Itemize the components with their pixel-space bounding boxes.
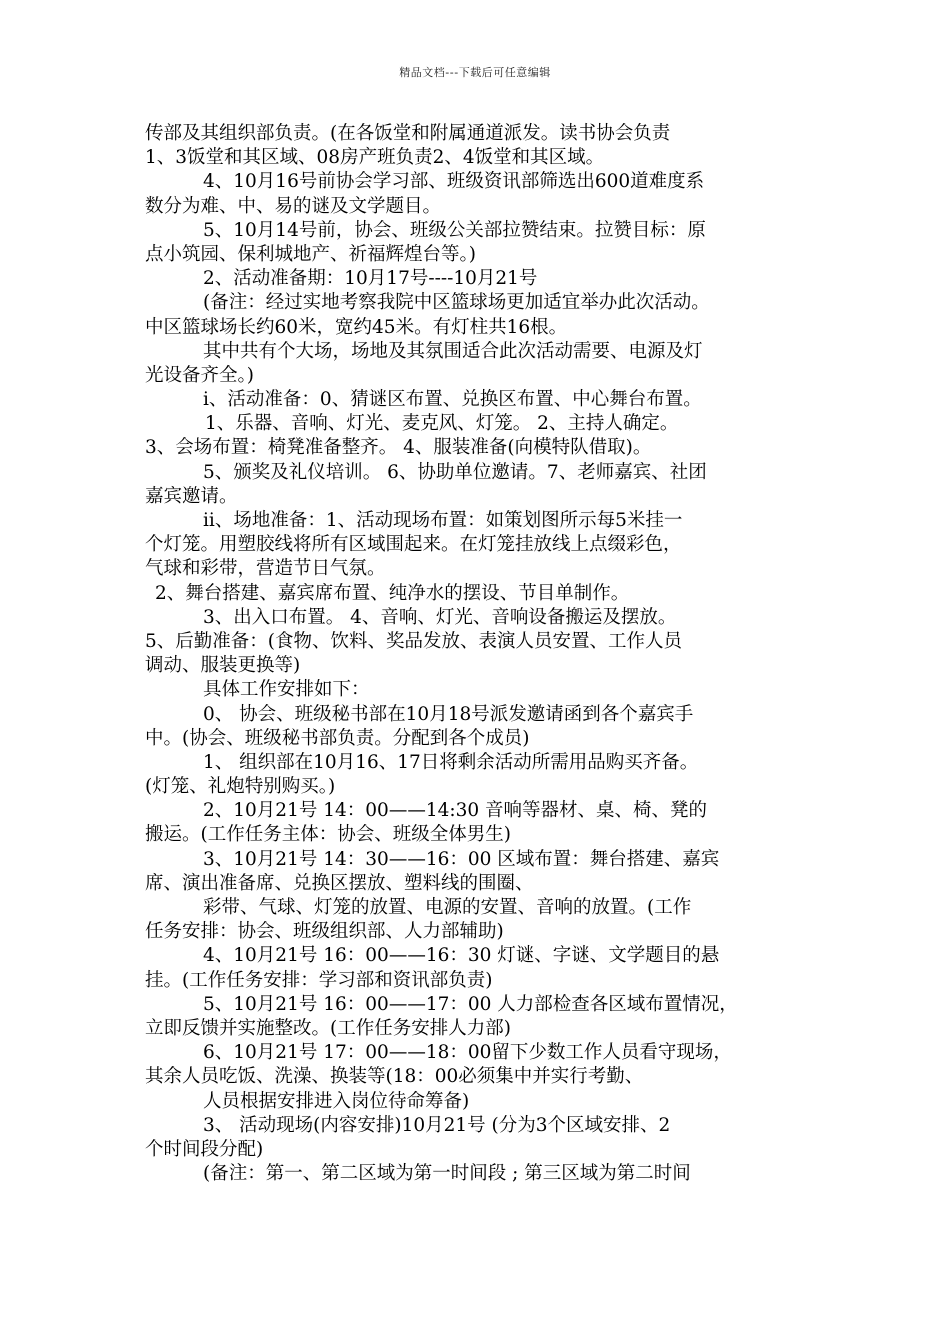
text-line: i、活动准备：0、猜谜区布置、兑换区布置、中心舞台布置。	[203, 389, 702, 411]
text-line: 调动、服装更换等)	[145, 655, 301, 677]
text-line: 5、颁奖及礼仪培训。 6、协助单位邀请。7、老师嘉宾、社团	[203, 461, 707, 483]
text-line: 嘉宾邀请。	[145, 485, 238, 507]
text-line: (备注：第一、第二区域为第一时间段 ; 第三区域为第二时间	[203, 1163, 691, 1185]
text-line: ii、场地准备：1、活动现场布置：如策划图所示每5米挂一	[203, 510, 683, 531]
text-line: 5、后勤准备：(食物、饮料、奖品发放、表演人员安置、工作人员	[145, 630, 682, 652]
page-header: 精品文档---下载后可任意编辑	[399, 66, 551, 79]
text-line: 搬运。(工作任务主体：协会、班级全体男生)	[145, 824, 511, 846]
text-line: 5、10月21号 16：00——17：00 人力部检查各区域布置情况，	[203, 993, 738, 1015]
text-line: 光设备齐全。)	[145, 364, 254, 386]
text-line: 3、出入口布置。 4、音响、灯光、音响设备搬运及摆放。	[203, 606, 677, 628]
text-line: 2、活动准备期：10月17号----10月21号	[203, 268, 538, 290]
text-line: 中区篮球场长约60米，宽约45米。有灯柱共16根。	[145, 316, 568, 338]
text-line: 1、乐器、音响、灯光、麦克风、灯笼。 2、主持人确定。	[205, 413, 679, 435]
text-line: 任务安排：协会、班级组织部、人力部辅助)	[145, 921, 504, 943]
text-line: 1、3饭堂和其区域、08房产班负责2、4饭堂和其区域。	[145, 147, 605, 169]
text-line: 3、10月21号 14：30——16：00 区域布置：舞台搭建、嘉宾	[203, 848, 720, 870]
text-line: 传部及其组织部负责。(在各饭堂和附属通道派发。读书协会负责	[145, 123, 671, 144]
text-line: 数分为难、中、易的谜及文学题目。	[145, 195, 442, 217]
text-line: 4、10月21号 16：00——16：30 灯谜、字谜、文学题目的悬	[203, 945, 720, 967]
text-line: 3、 活动现场(内容安排)10月21号 (分为3个区域安排、2	[203, 1114, 671, 1136]
text-line: 立即反馈并实施整改。(工作任务安排人力部)	[145, 1017, 511, 1039]
text-line: 气球和彩带，营造节日气氛。	[145, 558, 386, 580]
text-line: 挂。(工作任务安排：学习部和资讯部负责)	[145, 969, 493, 991]
text-line: 其余人员吃饭、洗澡、换装等(18：00必须集中并实行考勤、	[145, 1066, 644, 1088]
text-line: 2、10月21号 14：00——14:30 音响等器材、桌、椅、凳的	[203, 800, 708, 822]
text-line: 3、会场布置：椅凳准备整齐。 4、服装准备(向模特队借取)。	[145, 437, 652, 459]
text-line: 个灯笼。用塑胶线将所有区域围起来。在灯笼挂放线上点缀彩色，	[145, 534, 682, 556]
document-body	[145, 122, 815, 1186]
text-line: (灯笼、礼炮特别购买。)	[145, 776, 336, 798]
text-line: 其中共有个大场，场地及其氛围适合此次活动需要、电源及灯	[203, 340, 703, 362]
text-line: 中。(协会、班级秘书部负责。分配到各个成员)	[145, 727, 530, 749]
text-line: 4、10月16号前协会学习部、班级资讯部筛选出600道难度系	[203, 171, 705, 193]
text-line: 席、演出准备席、兑换区摆放、塑料线的围圈、	[145, 872, 534, 894]
text-line: 人员根据安排进入岗位待命筹备)	[203, 1090, 470, 1112]
text-line: 1、 组织部在10月16、17日将剩余活动所需用品购买齐备。	[203, 751, 699, 773]
text-line: 0、 协会、班级秘书部在10月18号派发邀请函到各个嘉宾手	[203, 703, 694, 725]
text-line: 5、10月14号前，协会、班级公关部拉赞结束。拉赞目标：原	[203, 219, 706, 241]
text-line: 个时间段分配)	[145, 1138, 264, 1160]
text-line: 彩带、气球、灯笼的放置、电源的安置、音响的放置。(工作	[203, 897, 692, 918]
text-line: 具体工作安排如下：	[203, 679, 370, 701]
text-line: 点小筑园、保利城地产、祈福辉煌台等。)	[145, 243, 476, 265]
text-line: 2、舞台搭建、嘉宾席布置、纯净水的摆设、节目单制作。	[155, 582, 630, 604]
text-line: 6、10月21号 17：00——18：00留下少数工作人员看守现场，	[203, 1042, 732, 1064]
text-line: (备注：经过实地考察我院中区篮球场更加适宜举办此次活动。	[203, 292, 710, 314]
